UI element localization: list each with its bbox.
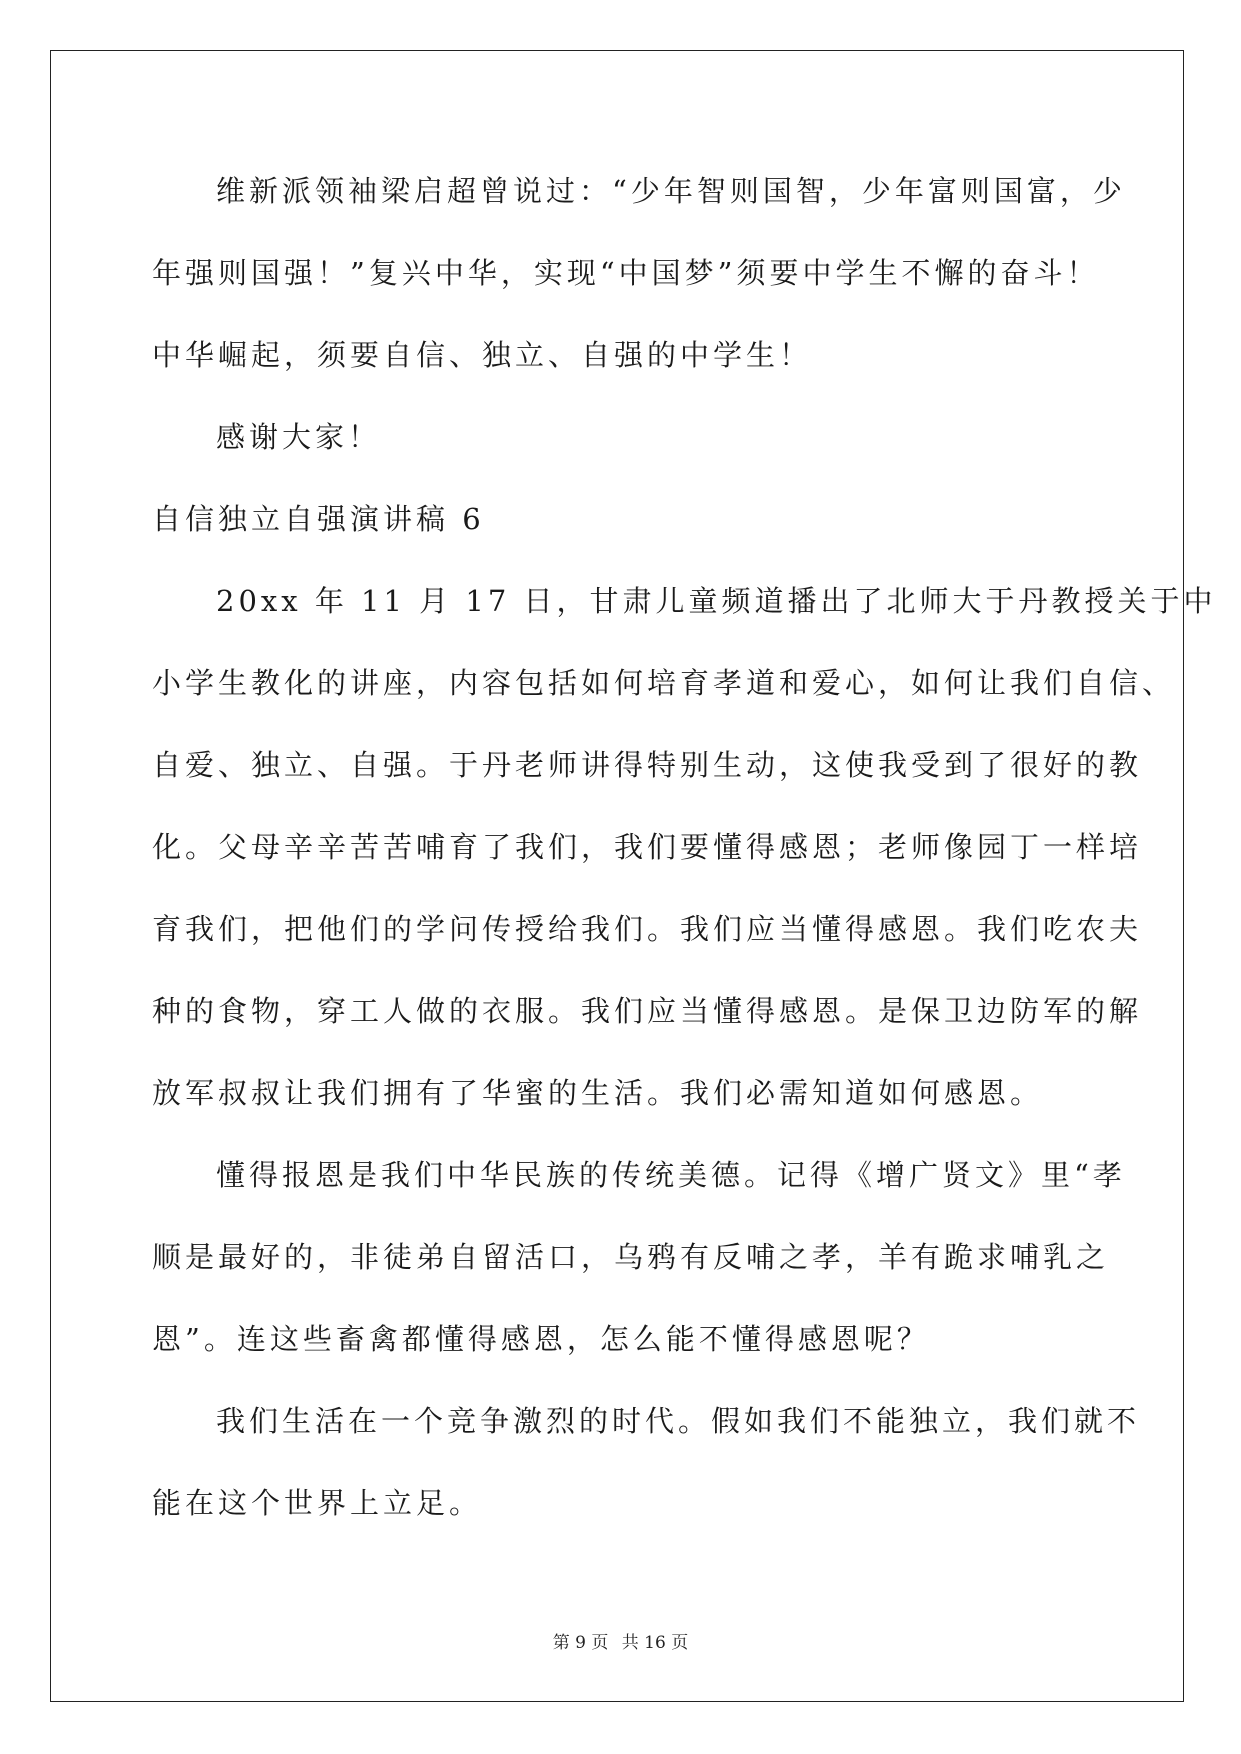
text-line: 顺是最好的，非徒弟自留活口，乌鸦有反哺之孝，羊有跪求哺乳之 [152,1240,1110,1274]
page-total: 共 16 页 [621,1633,689,1653]
page-number: 第 9 页 [552,1633,609,1653]
text-line: 能在这个世界上立足。 [152,1486,483,1520]
text-line: 自爱、独立、自强。于丹老师讲得特别生动，这使我受到了很好的教 [152,748,1143,782]
text-line: 懂得报恩是我们中华民族的传统美德。记得《增广贤文》里“孝 [216,1158,1126,1192]
text-line: 年强则国强！”复兴中华，实现“中国梦”须要中学生不懈的奋斗！ [152,256,1100,290]
section-heading: 自信独立自强演讲稿 6 [152,502,485,536]
text-line: 感谢大家！ [216,420,382,454]
text-line: 小学生教化的讲座，内容包括如何培育孝道和爱心，如何让我们自信、 [152,666,1176,700]
text-line: 维新派领袖梁启超曾说过：“少年智则国智，少年富则国富，少 [216,174,1126,208]
text-line: 恩”。连这些畜禽都懂得感恩，怎么能不懂得感恩呢？ [152,1322,930,1356]
text-line: 种的食物，穿工人做的衣服。我们应当懂得感恩。是保卫边防军的解 [152,994,1143,1028]
text-line: 中华崛起，须要自信、独立、自强的中学生！ [152,338,813,372]
page-footer [0,1628,1241,1653]
text-line: 放军叔叔让我们拥有了华蜜的生活。我们必需知道如何感恩。 [152,1076,1044,1110]
document-body [152,160,1217,1554]
text-line: 育我们，把他们的学问传授给我们。我们应当懂得感恩。我们吃农夫 [152,912,1143,946]
text-line: 化。父母辛辛苦苦哺育了我们，我们要懂得感恩；老师像园丁一样培 [152,830,1143,864]
text-line: 我们生活在一个竞争激烈的时代。假如我们不能独立，我们就不 [216,1404,1141,1438]
text-line: 20xx 年 11 月 17 日，甘肃儿童频道播出了北师大于丹教授关于中 [216,584,1217,618]
